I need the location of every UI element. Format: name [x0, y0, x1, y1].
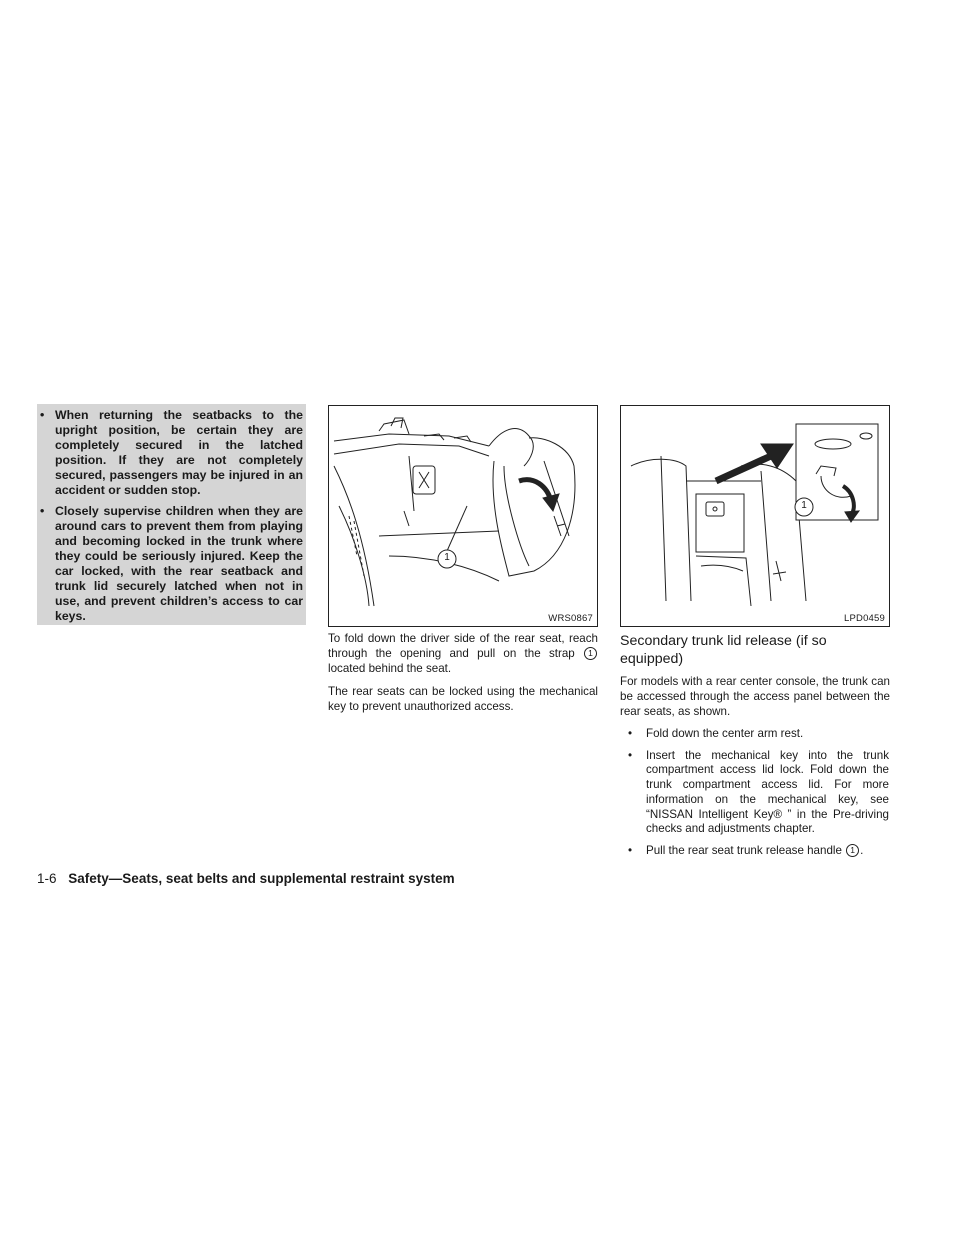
paragraph-text: To fold down the driver side of the rear seat, reach through the opening and pull on the strap: [328, 632, 598, 660]
list-item: [620, 727, 889, 742]
chapter-title: Safety—Seats, seat belts and supplemental restraint system: [68, 871, 455, 886]
list-item: [620, 844, 889, 859]
callout-1: 1: [801, 500, 807, 511]
page-footer: [37, 871, 455, 886]
bullet: •: [628, 727, 633, 740]
warning-item: [40, 504, 303, 624]
middle-column-text: [328, 631, 598, 722]
list-item: [620, 749, 889, 837]
warning-text: When returning the seatbacks to the upright position, be certain they are completely secured in the latched position. If they are not completely secured, passengers may be injured in an accident or sudden stop.: [55, 408, 303, 497]
bullet: •: [628, 748, 633, 762]
rear-seat-illustration: [329, 406, 597, 611]
section-heading: Secondary trunk lid release (if so equipped): [620, 633, 827, 667]
paragraph: [328, 631, 598, 676]
right-intro: [620, 674, 890, 727]
warning-box: [37, 404, 306, 625]
punctuation: .: [860, 843, 864, 857]
bullet-list: [620, 727, 889, 866]
list-item-text: Pull the rear seat trunk release handle: [646, 843, 842, 857]
paragraph: For models with a rear center console, the trunk can be accessed through the access panel between the rear seats, as shown.: [620, 675, 890, 718]
figure-code: LPD0459: [843, 613, 885, 624]
callout-1: 1: [444, 552, 450, 563]
list-item-text: Fold down the center arm rest.: [646, 727, 804, 740]
trunk-release-illustration: [621, 406, 889, 611]
page-number: 1-6: [37, 871, 57, 886]
bullet: •: [40, 408, 45, 422]
callout-1: 1: [584, 647, 597, 660]
warning-item: [40, 408, 303, 498]
paragraph: The rear seats can be locked using the mechanical key to prevent unauthorized access.: [328, 685, 598, 713]
warning-text: Closely supervise children when they are around cars to prevent them from playing and becoming locked in the trunk where they could be seriously injured. Keep the car locked, with the rear seatback and trunk lid securely latched when not in use, and prevent children’s access to car keys.: [55, 504, 303, 623]
bullet: •: [628, 843, 633, 857]
list-item-text: Insert the mechanical key into the trunk compartment access lid lock. Fold down the trunk compartment access lid. For more information on the mechanical key, see “NISSAN Intelligent Key® ” in the Pre-driving checks and adjustments chapter.: [646, 748, 889, 836]
figure-trunk-release: [620, 405, 890, 627]
bullet: •: [40, 504, 45, 518]
figure-code: WRS0867: [548, 613, 593, 624]
figure-rear-seat-strap: [328, 405, 598, 627]
callout-1: 1: [846, 844, 859, 857]
paragraph-text: located behind the seat.: [328, 662, 452, 675]
